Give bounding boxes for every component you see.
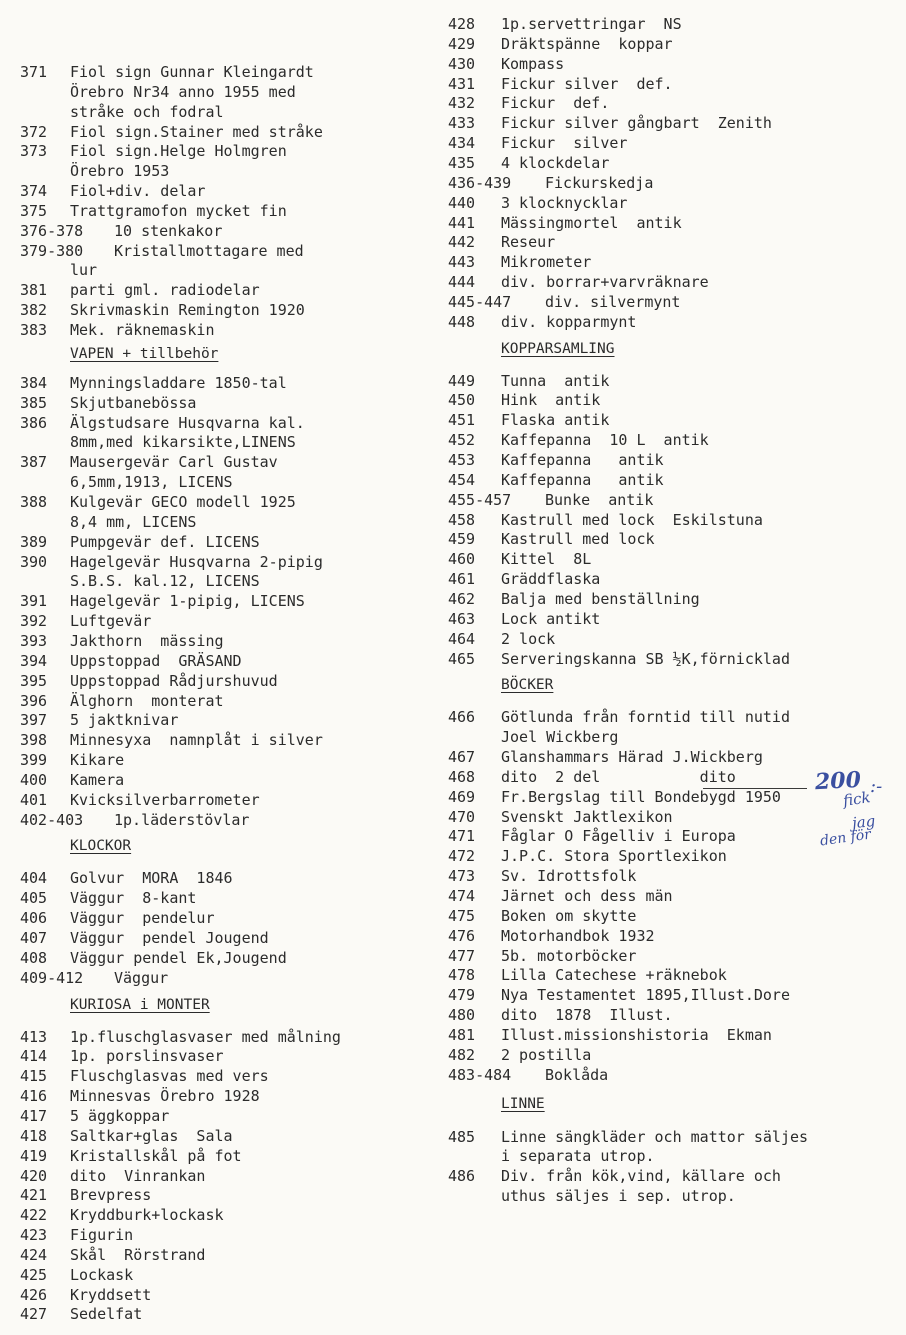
lot-description: 1p.läderstövlar [114,810,250,829]
lot-number: 460 [448,550,476,569]
lot-description: Fiol sign Gunnar Kleingardt [70,63,314,81]
lot-description: Saltkar+glas Sala [70,1126,233,1145]
lot-description-continued: 8,4 mm, LICENS [70,512,197,531]
lot-description: Flaska antik [501,411,610,430]
lot-number: 407 [20,929,48,947]
lot-number: 420 [20,1166,48,1185]
lot-number: 417 [20,1106,48,1125]
lot-description: Glanshammars Härad J.Wickberg [501,748,763,767]
lot-number: 423 [20,1226,48,1245]
lot-number: 428 [448,15,476,33]
lot-number: 398 [20,731,48,750]
lot-number: 432 [448,94,476,113]
lot-number: 477 [448,946,476,965]
lot-description-continued: stråke och fodral [70,102,224,121]
section-heading: LINNE [501,1095,545,1112]
lot-number: 436-439 [448,173,512,192]
lot-description: dito Vinrankan [70,1166,206,1185]
lot-description: Kittel 8L [501,550,592,569]
lot-description: Väggur 8-kant [70,889,197,908]
lot-description: 5 äggkoppar [70,1106,170,1125]
lot-number: 404 [20,869,48,888]
lot-description: Minnesvas Örebro 1928 [70,1087,260,1106]
lot-number: 430 [448,54,476,73]
lot-description: Kvicksilverbarrometer [70,790,260,809]
lot-description: Väggur pendelur [70,909,215,928]
lot-description: Götlunda från forntid till nutid [501,708,790,727]
section-heading: VAPEN + tillbehör [70,345,219,362]
lot-description: Uppstoppad Rådjurshuvud [70,671,278,690]
lot-number: 478 [448,966,476,985]
lot-description-continued: Joel Wickberg [501,728,619,747]
lot-number: 461 [448,570,476,589]
lot-description: J.P.C. Stora Sportlexikon [501,847,727,866]
lot-description: Fluschglasvas med vers [70,1067,269,1086]
lot-description: Lockask [70,1265,134,1284]
lot-number: 483-484 [448,1065,512,1084]
lot-description: Boken om skytte [501,906,637,925]
lot-number: 449 [448,371,476,390]
lot-description: Gräddflaska [501,570,601,589]
lot-description: Reseur [501,233,556,252]
lot-number: 468 [448,767,476,786]
lot-number: 419 [20,1146,48,1165]
lot-description: Luftgevär [70,612,152,631]
lot-description: Uppstoppad GRÄSAND [70,651,242,670]
lot-number: 374 [20,182,48,201]
lot-description: div. silvermynt [545,292,681,311]
lot-description: div. kopparmynt [501,312,637,331]
lot-number: 427 [20,1305,48,1324]
lot-description: Lock antikt [501,609,601,628]
lot-description: Hagelgevär 1-pipig, LICENS [70,592,305,611]
lot-number: 476 [448,926,476,945]
lot-description: Fickurskedja [545,173,654,192]
lot-number: 395 [20,671,48,690]
lot-description: Motorhandbok 1932 [501,926,655,945]
lot-number: 421 [20,1186,48,1205]
lot-description: Fiol sign.Helge Holmgren [70,142,287,161]
lot-description: Linne sängkläder och mattor säljes [501,1127,809,1146]
lot-number: 455-457 [448,490,512,509]
lot-number: 406 [20,909,48,928]
section-heading: KURIOSA i MONTER [70,996,210,1013]
lot-number: 402-403 [20,810,84,829]
lot-description: Bunke antik [545,490,654,509]
lot-description: Tunna antik [501,371,610,390]
lot-description: Fickur def. [501,94,610,113]
lot-number: 381 [20,281,48,300]
lot-number: 392 [20,612,48,631]
lot-number: 389 [20,532,48,551]
section-heading: BÖCKER [501,677,554,694]
lot-number: 472 [448,847,476,866]
lot-description: Lilla Catechese +räknebok [501,966,727,985]
lot-number: 452 [448,431,476,450]
lot-description: Kompass [501,54,565,73]
lot-number: 473 [448,867,476,886]
lot-description: Sv. Idrottsfolk [501,867,637,886]
lot-description: Fåglar O Fågelliv i Europa [501,827,736,846]
lot-number: 373 [20,142,48,161]
lot-description: 5 jaktknivar [70,711,179,730]
lot-number: 382 [20,301,48,320]
lot-description: 3 klocknycklar [501,193,628,212]
lot-description: 1p. porslinsvaser [70,1047,224,1066]
lot-number: 375 [20,201,48,220]
lot-number: 372 [20,122,48,141]
lot-number: 485 [448,1127,476,1146]
lot-number: 400 [20,770,48,789]
lot-number: 386 [20,413,48,432]
lot-description: Skål Rörstrand [70,1245,206,1264]
lot-number: 459 [448,530,476,549]
lot-number: 471 [448,827,476,846]
lot-description: Minnesyxa namnplåt i silver [70,731,323,750]
lot-number: 390 [20,552,48,571]
lot-description-continued: uthus säljes i sep. utrop. [501,1187,736,1206]
lot-description: Kaffepanna 10 L antik [501,431,709,450]
lot-number: 450 [448,391,476,410]
lot-description: Fickur silver gångbart Zenith [501,114,772,133]
lot-description: Kikare [70,751,125,770]
lot-description: 2 postilla [501,1045,592,1064]
lot-number: 463 [448,609,476,628]
lot-description: Figurin [70,1226,134,1245]
section-heading: KLOCKOR [70,838,132,855]
lot-description: 1p.fluschglasvaser med målning [70,1027,341,1046]
lot-number: 474 [448,887,476,905]
lot-number: 414 [20,1047,48,1066]
lot-number: 445-447 [448,292,512,311]
lot-number: 399 [20,751,48,770]
lot-number: 433 [448,114,476,133]
lot-description: Fickur silver [501,134,628,153]
lot-description-continued: S.B.S. kal.12, LICENS [70,572,260,591]
lot-number: 426 [20,1285,48,1304]
lot-description: Hagelgevär Husqvarna 2-pipig [70,552,323,571]
lot-number: 443 [448,253,476,272]
lot-number: 397 [20,711,48,730]
lot-number: 396 [20,691,48,710]
lot-description: Mässingmortel antik [501,213,682,232]
lot-number: 385 [20,393,48,412]
lot-number: 383 [20,321,48,340]
handwritten-note-line-1: fick [841,788,872,810]
lot-description: Pumpgevär def. LICENS [70,532,260,551]
lot-description: Fiol sign.Stainer med stråke [70,122,323,141]
lot-number: 379-380 [20,241,84,260]
lot-description: Kryddsett [70,1285,152,1304]
lot-number: 441 [448,213,476,232]
lot-description: Nya Testamentet 1895,Illust.Dore [501,986,790,1005]
lot-description: Kaffepanna antik [501,470,664,489]
lot-description: Kastrull med lock Eskilstuna [501,510,763,529]
lot-number: 422 [20,1206,48,1225]
lot-number: 442 [448,233,476,252]
lot-description: Väggur [114,968,169,987]
lot-number: 384 [20,373,48,392]
lot-number: 479 [448,986,476,1005]
lot-description: Mynningsladdare 1850-tal [70,373,287,392]
lot-number: 451 [448,411,476,430]
lot-description-continued: Örebro 1953 [70,162,170,181]
lot-number: 425 [20,1265,48,1284]
lot-description: Illust.missionshistoria Ekman [501,1025,772,1044]
lot-description: Serveringskanna SB ½K,förnicklad [501,649,790,668]
handwritten-note-line-3: den för [819,826,872,850]
lot-number: 462 [448,589,476,608]
lot-number: 458 [448,510,476,529]
lot-description: Kristallskål på fot [70,1146,242,1165]
lot-number: 466 [448,708,476,727]
lot-description: Balja med benställning [501,589,700,608]
lot-description: Brevpress [70,1186,152,1205]
lot-number: 464 [448,629,476,648]
lot-number: 431 [448,74,476,93]
lot-number: 416 [20,1087,48,1106]
lot-description: Kastrull med lock [501,530,655,549]
lot-description: Sedelfat [70,1305,143,1324]
lot-description: Dräktspänne koppar [501,34,673,53]
lot-description: Fiol+div. delar [70,182,206,201]
lot-number: 482 [448,1045,476,1064]
lot-description: Skjutbanebössa [70,393,197,412]
lot-description-continued: Örebro Nr34 anno 1955 med [70,82,296,101]
lot-number: 401 [20,790,48,809]
lot-description-continued: 8mm,med kikarsikte,LINENS [70,433,296,452]
lot-number: 405 [20,889,48,908]
lot-description: Kamera [70,770,125,789]
lot-description: 5b. motorböcker [501,946,637,965]
lot-description: 10 stenkakor [114,221,223,240]
lot-number: 465 [448,649,476,668]
lot-number: 409-412 [20,968,84,987]
lot-description: Fr.Bergslag till Bondebygd 1950 [501,787,781,806]
lot-number: 391 [20,592,48,611]
lot-number: 413 [20,1027,48,1046]
lot-description: Mausergevär Carl Gustav [70,453,278,472]
lot-number: 429 [448,34,476,53]
lot-description: dito 2 del dito [501,767,736,786]
lot-number: 440 [448,193,476,212]
lot-number: 481 [448,1025,476,1044]
lot-description-continued: 6,5mm,1913, LICENS [70,473,233,492]
lot-description-continued: lur [70,261,98,280]
lot-number: 434 [448,134,476,153]
lot-number: 444 [448,273,476,292]
lot-description: 4 klockdelar [501,153,610,172]
lot-number: 388 [20,493,48,511]
lot-description: parti gml. radiodelar [70,281,260,300]
lot-description: Jakthorn mässing [70,631,224,650]
lot-description: Väggur pendel Ek,Jougend [70,948,287,967]
lot-number: 470 [448,807,476,826]
lot-description: Fickur silver def. [501,74,673,93]
lot-description: div. borrar+varvräknare [501,273,709,292]
lot-number: 475 [448,906,476,925]
lot-description: Kaffepanna antik [501,451,664,469]
lot-number: 469 [448,787,476,806]
lot-number: 454 [448,470,476,489]
lot-number: 393 [20,631,48,650]
lot-description: Kulgevär GECO modell 1925 [70,493,296,511]
lot-number: 387 [20,453,48,472]
handwritten-price-suffix: :- [870,776,883,797]
lot-number: 467 [448,748,476,767]
lot-description: Mek. räknemaskin [70,321,215,340]
lot-description: Älgstudsare Husqvarna kal. [70,413,305,432]
lot-number: 376-378 [20,221,84,240]
lot-number: 408 [20,948,48,967]
lot-number: 435 [448,153,476,172]
lot-description: Svenskt Jaktlexikon [501,807,673,826]
lot-number: 371 [20,63,48,81]
lot-description: Kryddburk+lockask [70,1206,224,1225]
lot-description: Hink antik [501,391,601,410]
lot-description: Älghorn monterat [70,691,224,710]
lot-description: Mikrometer [501,253,592,272]
handwritten-price: 200 [814,766,862,796]
handwritten-note-line-2: jag [851,811,877,833]
lot-description: Boklåda [545,1065,609,1084]
lot-number: 453 [448,451,476,469]
lot-number: 394 [20,651,48,670]
lot-description-continued: i separata utrop. [501,1147,655,1166]
lot-description: Trattgramofon mycket fin [70,201,287,220]
lot-description: 2 lock [501,629,556,648]
lot-description: Väggur pendel Jougend [70,929,269,947]
lot-description: Golvur MORA 1846 [70,869,233,888]
lot-description: Skrivmaskin Remington 1920 [70,301,305,320]
lot-number: 486 [448,1167,476,1186]
lot-description: Kristallmottagare med [114,241,304,260]
lot-number: 418 [20,1126,48,1145]
lot-number: 424 [20,1245,48,1264]
lot-description: dito 1878 Illust. [501,1006,673,1025]
handwritten-underline [703,788,807,789]
lot-number: 480 [448,1006,476,1025]
lot-description: Div. från kök,vind, källare och [501,1167,781,1186]
lot-number: 415 [20,1067,48,1086]
section-heading: KOPPARSAMLING [501,340,615,357]
lot-number: 448 [448,312,476,331]
lot-description: 1p.servettringar NS [501,15,682,33]
lot-description: Järnet och dess män [501,887,673,905]
